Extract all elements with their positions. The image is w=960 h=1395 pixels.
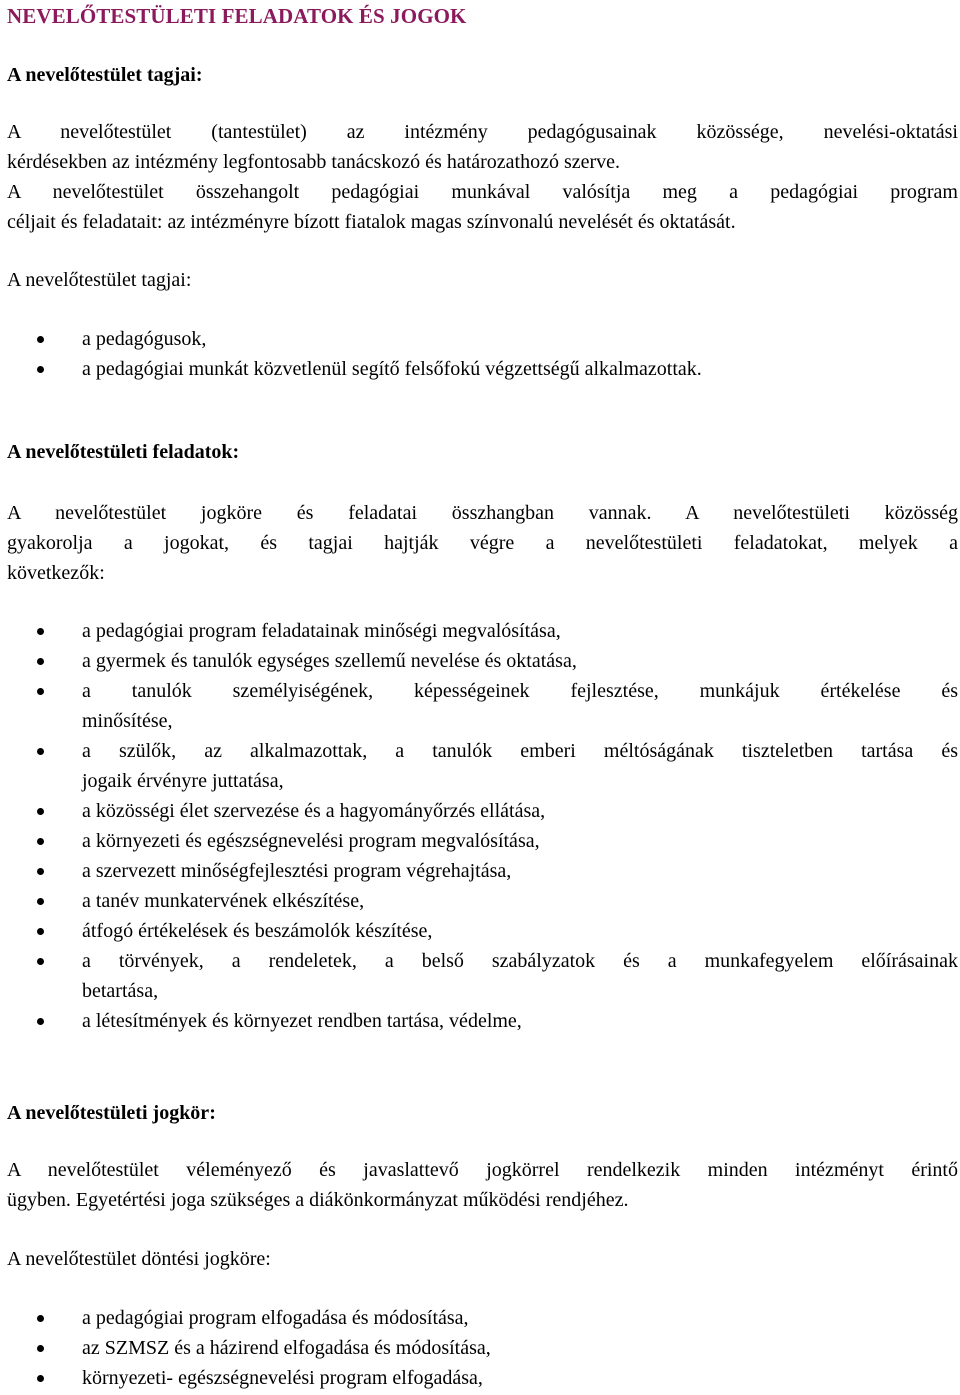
list-item (7, 646, 958, 676)
list-item-text: az SZMSZ és a házirend elfogadása és módosítása, (82, 1337, 491, 1359)
list-item (7, 616, 958, 646)
list-item (7, 916, 958, 946)
bullet-icon (37, 1315, 44, 1322)
bullet-icon (37, 1375, 44, 1382)
list-item-text: környezeti- egészségnevelési program elfogadása, (82, 1367, 483, 1389)
intro-paragraph (7, 117, 958, 237)
list-item (7, 736, 958, 796)
list-item-text: jogaik érvényre juttatása, (82, 770, 284, 792)
bullet-icon (37, 808, 44, 815)
paragraph-line: céljait és feladatait: az intézményre bízott fiatalok magas színvonalú nevelését és oktatását. (7, 211, 736, 233)
paragraph-line: következők: (7, 562, 105, 584)
list-item-text: a szülők, az alkalmazottak, a tanulók emberi méltóságának tiszteletben tartása és (82, 740, 958, 762)
paragraph-line: gyakorolja a jogokat, és tagjai hajtják végre a nevelőtestületi feladatokat, melyek a (7, 532, 958, 554)
list-item-text: minősítése, (82, 710, 173, 732)
tasks-list (7, 616, 958, 1036)
list-item-text: a közösségi élet szervezése és a hagyományőrzés ellátása, (82, 800, 546, 822)
members-list (7, 324, 958, 384)
list-item-text: a pedagógusok, (82, 328, 207, 350)
bullet-icon (37, 366, 44, 373)
bullet-icon (37, 748, 44, 755)
list-item-text: a tanulók személyiségének, képességeinek fejlesztése, munkájuk értékelése és (82, 680, 958, 702)
document-title: NEVELŐTESTÜLETI FELADATOK ÉS JOGOK (7, 4, 467, 28)
tasks-paragraph (7, 498, 958, 588)
paragraph-line: A nevelőtestület jogköre és feladatai összhangban vannak. A nevelőtestületi közösség (7, 502, 958, 524)
list-item (7, 1303, 958, 1333)
list-item (7, 886, 958, 916)
bullet-icon (37, 1345, 44, 1352)
bullet-icon (37, 628, 44, 635)
list-item (7, 1006, 958, 1036)
paragraph-line: A nevelőtestület (tantestület) az intézmény pedagógusainak közössége, nevelési-oktatási (7, 121, 958, 143)
decision-intro: A nevelőtestület döntési jogköre: (7, 1248, 271, 1270)
paragraph-line: kérdésekben az intézmény legfontosabb tanácskozó és határozathozó szerve. (7, 151, 621, 173)
paragraph-line: A nevelőtestület összehangolt pedagógiai munkával valósítja meg a pedagógiai program (7, 181, 958, 203)
list-item-text: a létesítmények és környezet rendben tartása, védelme, (82, 1010, 522, 1032)
list-item-text: a pedagógiai program feladatainak minőségi megvalósítása, (82, 620, 561, 642)
list-item (7, 324, 958, 354)
list-item-text: betartása, (82, 980, 159, 1002)
bullet-icon (37, 336, 44, 343)
tasks-heading: A nevelőtestületi feladatok: (7, 441, 240, 463)
list-item (7, 796, 958, 826)
list-item (7, 946, 958, 1006)
list-item (7, 856, 958, 886)
bullet-icon (37, 658, 44, 665)
list-item (7, 676, 958, 736)
list-item (7, 1363, 958, 1393)
bullet-icon (37, 958, 44, 965)
list-item-text: a pedagógiai program elfogadása és módosítása, (82, 1307, 469, 1329)
list-item-text: a szervezett minőségfejlesztési program végrehajtása, (82, 860, 512, 882)
paragraph-line: ügyben. Egyetértési joga szükséges a diákönkormányzat működési rendjéhez. (7, 1189, 629, 1211)
members-intro: A nevelőtestület tagjai: (7, 269, 192, 291)
bullet-icon (37, 688, 44, 695)
authority-heading: A nevelőtestületi jogkör: (7, 1102, 216, 1124)
list-item-text: a környezeti és egészségnevelési program megvalósítása, (82, 830, 540, 852)
list-item (7, 826, 958, 856)
list-item-text: átfogó értékelések és beszámolók készítése, (82, 920, 433, 942)
bullet-icon (37, 898, 44, 905)
members-heading: A nevelőtestület tagjai: (7, 64, 203, 86)
list-item (7, 1333, 958, 1363)
list-item-text: a pedagógiai munkát közvetlenül segítő felsőfokú végzettségű alkalmazottak. (82, 358, 702, 380)
bullet-icon (37, 868, 44, 875)
decisions-list (7, 1303, 958, 1393)
bullet-icon (37, 838, 44, 845)
list-item-text: a tanév munkatervének elkészítése, (82, 890, 365, 912)
list-item (7, 354, 958, 384)
list-item-text: a gyermek és tanulók egységes szellemű nevelése és oktatása, (82, 650, 577, 672)
bullet-icon (37, 1018, 44, 1025)
paragraph-line: A nevelőtestület véleményező és javaslattevő jogkörrel rendelkezik minden intézményt érintő (7, 1159, 958, 1181)
list-item-text: a törvények, a rendeletek, a belső szabályzatok és a munkafegyelem előírásainak (82, 950, 958, 972)
bullet-icon (37, 928, 44, 935)
authority-paragraph (7, 1155, 958, 1215)
